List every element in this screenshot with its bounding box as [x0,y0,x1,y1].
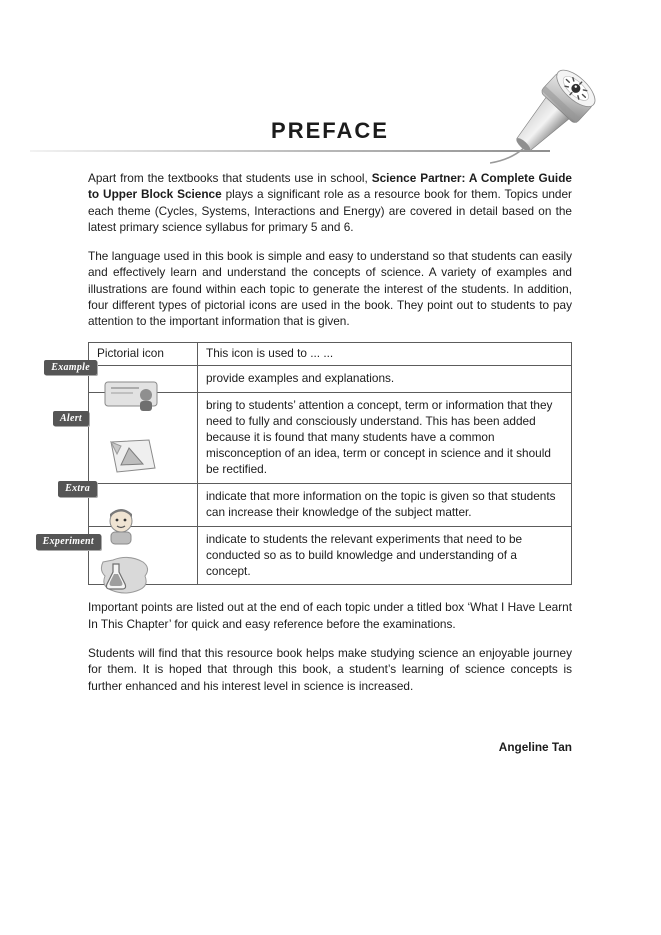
page-content [42,118,572,754]
experiment-icon-art [99,556,165,598]
intro-p1-post: plays a significant role as a resource book for them. Topics under each theme (Cycles, Systems, Interactions and Energy) are covered in detail based on the latest primary science syllabus for primary 5 and 6. [88,187,572,234]
intro-paragraph-2: The language used in this book is simple and easy to understand so that students can easily and effectively learn and understand the concepts of science. A variety of examples and illustrations are found within each topic to generate the interest of the students. In addition, four different types of pictorial icons are used in the book. They point out to students to pay attention to the important information that is given. [88,249,572,329]
table-header-row [89,343,572,366]
table-row [89,483,572,526]
table-row [89,366,572,393]
extra-icon-art [99,505,165,547]
extra-icon-label: Extra [58,481,97,497]
pictorial-icon-table [42,342,572,585]
page-title: PREFACE [271,118,389,143]
example-icon-art [99,379,165,419]
intro-p1-pre: Apart from the textbooks that students use in school, [88,171,372,185]
alert-icon-art [99,438,165,480]
book-title-text: Science Partner: A Complete Guide to Upper Block Science [88,171,572,202]
experiment-icon-label: Experiment [36,534,101,550]
table-header-icon: Pictorial icon [89,343,198,366]
extra-description: indicate that more information on the topic is given so that students can increase their knowledge of the subject matter. [198,483,572,526]
example-icon-cell [51,361,198,393]
alert-description: bring to students’ attention a concept, term or information that they need to fully and consciously understand. This has been added because it is found that many students have a common misconception of an idea, term or concept in science and it should be rectified. [198,393,572,484]
title-rule [30,150,550,152]
experiment-description: indicate to students the relevant experiments that need to be conducted so as to build knowledge and understanding of a concept. [198,526,572,585]
closing-paragraph-2: Students will find that this resource book helps make studying science an enjoyable journey for them. It is hoped that through this book, a student’s learning of science concepts is further enhanced and his interest level in science is increased. [88,645,572,693]
alert-icon-label: Alert [53,411,89,427]
intro-paragraph-1 [88,170,572,235]
closing-paragraph-1: Important points are listed out at the end of each topic under a titled box ‘What I Have Learnt In This Chapter’ for quick and easy reference before the examinations. [88,600,572,631]
author-signature: Angeline Tan [498,739,572,754]
closing-section [88,599,572,693]
example-icon-label: Example [44,360,97,376]
example-description: provide examples and explanations. [198,366,572,393]
extra-icon-cell [65,483,198,526]
table-header-desc: This icon is used to ... ... [198,343,572,366]
